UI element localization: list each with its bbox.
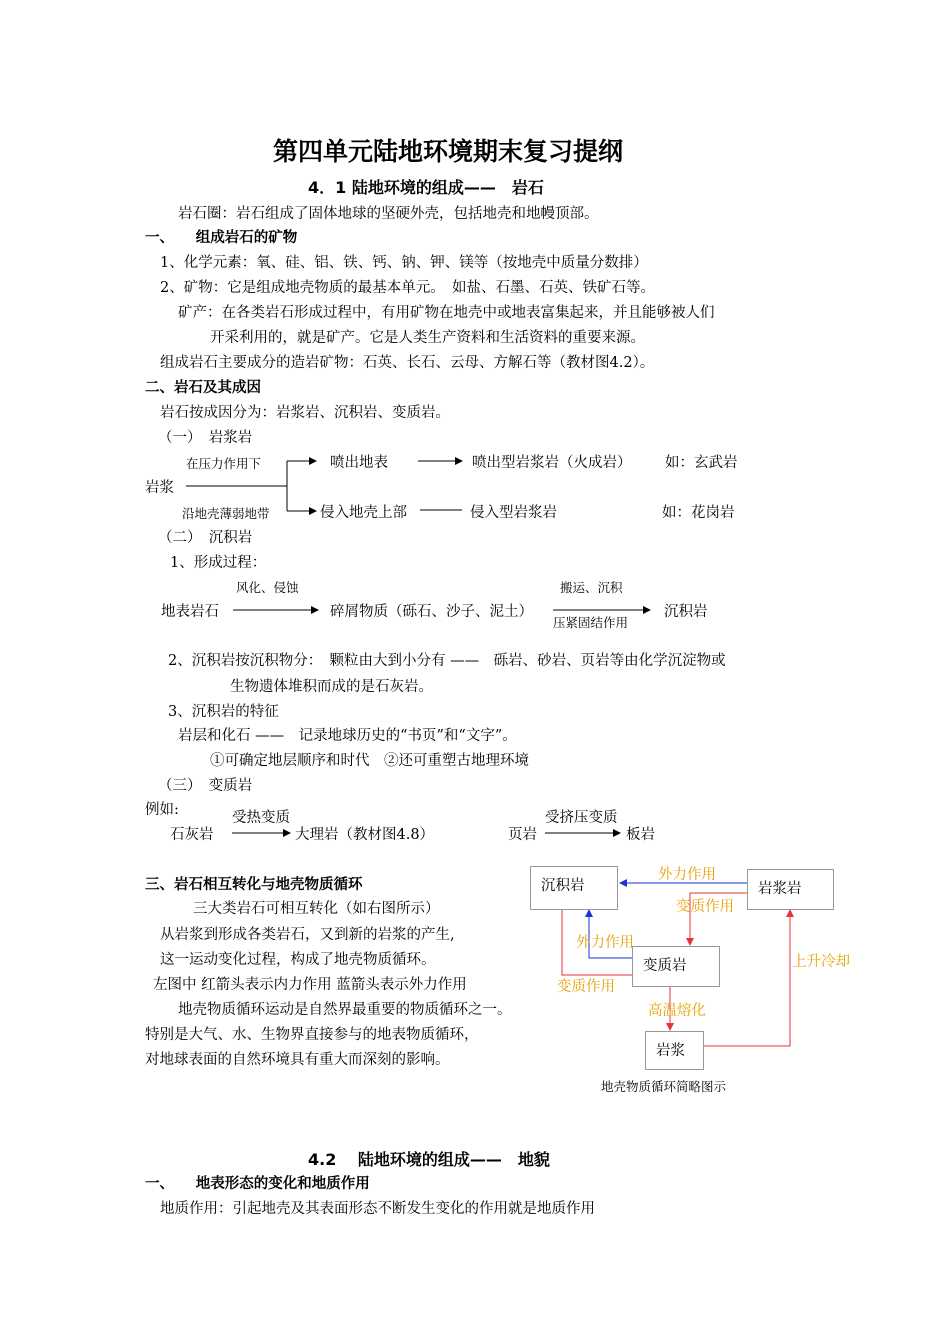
arrow-label: 搬运、沉积 <box>560 580 623 595</box>
surface-rock: 地表岩石 <box>161 604 219 620</box>
igneous-flow-arrows <box>186 461 650 833</box>
sedimentary-rock: 沉积岩 <box>664 604 708 620</box>
igneous-heading: （一） 岩浆岩 <box>158 430 253 446</box>
lithosphere-definition: 岩石圈：岩石组成了固体地球的坚硬外壳，包括地壳和地幔顶部。 <box>178 206 599 222</box>
intrusive-rock: 侵入型岩浆岩 <box>470 505 557 521</box>
part3-heading: 三、岩石相互转化与地壳物质循环 <box>145 877 363 893</box>
feature-heading: 3、沉积岩的特征 <box>168 704 279 720</box>
text-line: 1、化学元素：氧、硅、铝、铁、钙、钠、钾、镁等（按地壳中质量分数排） <box>160 255 648 271</box>
arrow-label: 在压力作用下 <box>186 456 262 471</box>
uplift-cooling-label: 上升冷却 <box>792 954 850 970</box>
text-line: 左图中 红箭头表示内力作用 蓝箭头表示外力作用 <box>153 977 467 993</box>
part1-heading: 一、 组成岩石的矿物 <box>145 230 298 246</box>
arrow-label: 沿地壳薄弱地带 <box>182 506 270 521</box>
metamorphism-label: 变质作用 <box>557 979 615 995</box>
text-line: 2、矿物：它是组成地壳物质的最基本单元。 如盐、石墨、石英、铁矿石等。 <box>160 280 655 296</box>
erupt-text: 喷出地表 <box>330 455 388 471</box>
section-4-1-heading: 4．1 陆地环境的组成—— 岩石 <box>308 178 544 197</box>
debris: 碎屑物质（砾石、沙子、泥土） <box>330 604 533 620</box>
arrow-label: 受挤压变质 <box>545 810 618 826</box>
rock-classification: 岩石按成因分为：岩浆岩、沉积岩、变质岩。 <box>160 405 450 421</box>
text-line: 矿产：在各类岩石形成过程中，有用矿物在地壳中或地表富集起来，并且能够被人们 <box>178 305 715 321</box>
example-basalt: 如：玄武岩 <box>665 455 738 471</box>
arrow-label: 风化、侵蚀 <box>236 580 299 595</box>
example-label: 例如: <box>145 802 179 818</box>
part2-heading: 二、岩石及其成因 <box>145 380 261 396</box>
metamorphic-box: 变质岩 <box>632 946 720 987</box>
intrude-text: 侵入地壳上部 <box>320 505 407 521</box>
external-force-label: 外力作用 <box>658 867 716 883</box>
text-line: 特别是大气、水、生物界直接参与的地表物质循环， <box>145 1027 479 1043</box>
sedimentary-box: 沉积岩 <box>530 866 618 910</box>
metamorphism-label: 变质作用 <box>676 899 734 915</box>
text-line: 开采利用的，就是矿产。它是人类生产资料和生活资料的重要来源。 <box>210 330 645 346</box>
text-line: 这一运动变化过程，构成了地壳物质循环。 <box>160 952 436 968</box>
geological-process-definition: 地质作用：引起地壳及其表面形态不断发生变化的作用就是地质作用 <box>160 1201 595 1217</box>
text-line: 2、沉积岩按沉积物分： 颗粒由大到小分有 —— 砾岩、砂岩、页岩等由化学沉淀物或 <box>168 653 726 669</box>
magma-box: 岩浆 <box>645 1031 704 1070</box>
text-line: ①可确定地层顺序和时代 ②还可重塑古地理环境 <box>210 753 529 769</box>
arrow-label: 受热变质 <box>232 810 290 826</box>
external-force-label: 外力作用 <box>576 935 634 951</box>
igneous-box: 岩浆岩 <box>747 869 834 910</box>
metamorphic-heading: （三） 变质岩 <box>158 778 253 794</box>
slate: 板岩 <box>626 827 655 843</box>
text-line: 地壳物质循环运动是自然界最重要的物质循环之一。 <box>178 1002 512 1018</box>
magma-label: 岩浆 <box>145 480 174 496</box>
text-line: 对地球表面的自然环境具有重大而深刻的影响。 <box>145 1052 450 1068</box>
section-4-2-part1-heading: 一、 地表形态的变化和地质作用 <box>145 1176 370 1192</box>
formation-heading: 1、形成过程： <box>170 555 267 571</box>
limestone: 石灰岩 <box>170 827 214 843</box>
text-line: 从岩浆到形成各类岩石，又到新的岩浆的产生, <box>160 927 455 943</box>
text-line: 岩层和化石 —— 记录地球历史的“书页”和“文字”。 <box>178 728 517 744</box>
page-title: 第四单元陆地环境期末复习提纲 <box>273 137 624 166</box>
example-granite: 如：花岗岩 <box>662 505 735 521</box>
shale: 页岩 <box>508 827 537 843</box>
marble: 大理岩（教材图4.8） <box>295 827 435 843</box>
text-line: 生物遗体堆积而成的是石灰岩。 <box>230 679 433 695</box>
extrusive-rock: 喷出型岩浆岩（火成岩） <box>472 455 632 471</box>
text-line: 三大类岩石可相互转化（如右图所示） <box>193 901 440 917</box>
text-line: 组成岩石主要成分的造岩矿物：石英、长石、云母、方解石等（教材图4.2）。 <box>160 355 655 371</box>
arrow-label: 压紧固结作用 <box>553 615 629 630</box>
sedimentary-heading: （二） 沉积岩 <box>158 530 253 546</box>
high-temp-melting-label: 高温熔化 <box>648 1003 706 1019</box>
section-4-2-heading: 4.2 陆地环境的组成—— 地貌 <box>308 1150 550 1169</box>
diagram-caption: 地壳物质循环简略图示 <box>601 1079 727 1094</box>
